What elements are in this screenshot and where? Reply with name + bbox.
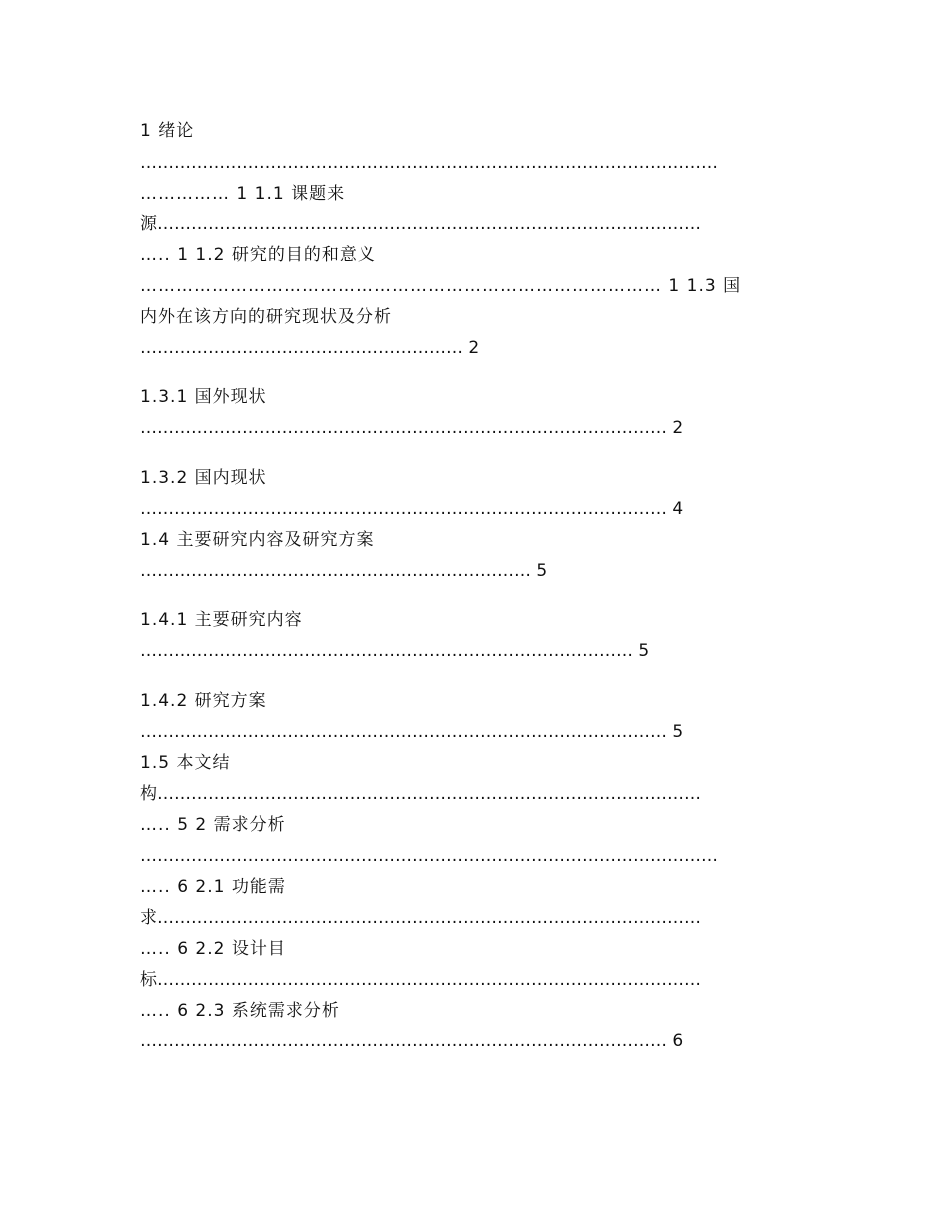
toc-line: ………………………………………………………………………………… 5 [140, 722, 684, 742]
toc-line: …………………………………………………………………………… 5 [140, 641, 650, 661]
toc-line: ….. 6 2.3 系统需求分析 [140, 1001, 340, 1021]
toc-line: …………………………………………………………………………… 1 1.3 国 [140, 276, 742, 296]
toc-line: 1 绪论 [140, 121, 195, 141]
toc-line: 1.3.2 国内现状 [140, 468, 267, 488]
toc-line: 1.4 主要研究内容及研究方案 [140, 530, 375, 550]
toc-line: 构…………………………………………………………………………………… [140, 784, 701, 804]
toc-line: ….. 5 2 需求分析 [140, 815, 286, 835]
toc-line: ….. 6 2.2 设计目 [140, 939, 286, 959]
toc-line: 1.5 本文结 [140, 753, 231, 773]
toc-line: ………………………………………………………………………………… 2 [140, 418, 684, 438]
toc-line: ….. 1 1.2 研究的目的和意义 [140, 245, 376, 265]
toc-line: ….. 6 2.1 功能需 [140, 877, 286, 897]
toc-line: ………………………………………………………………………………………… [140, 153, 718, 173]
toc-line: 源…………………………………………………………………………………… [140, 214, 701, 234]
toc-line: 1.4.2 研究方案 [140, 691, 267, 711]
toc-line: ………………………………………………………………………………………… [140, 846, 718, 866]
toc-line: 1.4.1 主要研究内容 [140, 610, 303, 630]
toc-line: …………………………………………………………… 5 [140, 561, 548, 581]
toc-line: 内外在该方向的研究现状及分析 [140, 307, 392, 327]
toc-line: 求…………………………………………………………………………………… [140, 908, 701, 928]
toc-line: …………… 1 1.1 课题来 [140, 184, 346, 204]
toc-line: ………………………………………………… 2 [140, 338, 480, 358]
toc-line: ………………………………………………………………………………… 4 [140, 499, 684, 519]
toc-line: 1.3.1 国外现状 [140, 387, 267, 407]
toc-line: 标…………………………………………………………………………………… [140, 970, 701, 990]
toc-line: ………………………………………………………………………………… 6 [140, 1031, 684, 1051]
